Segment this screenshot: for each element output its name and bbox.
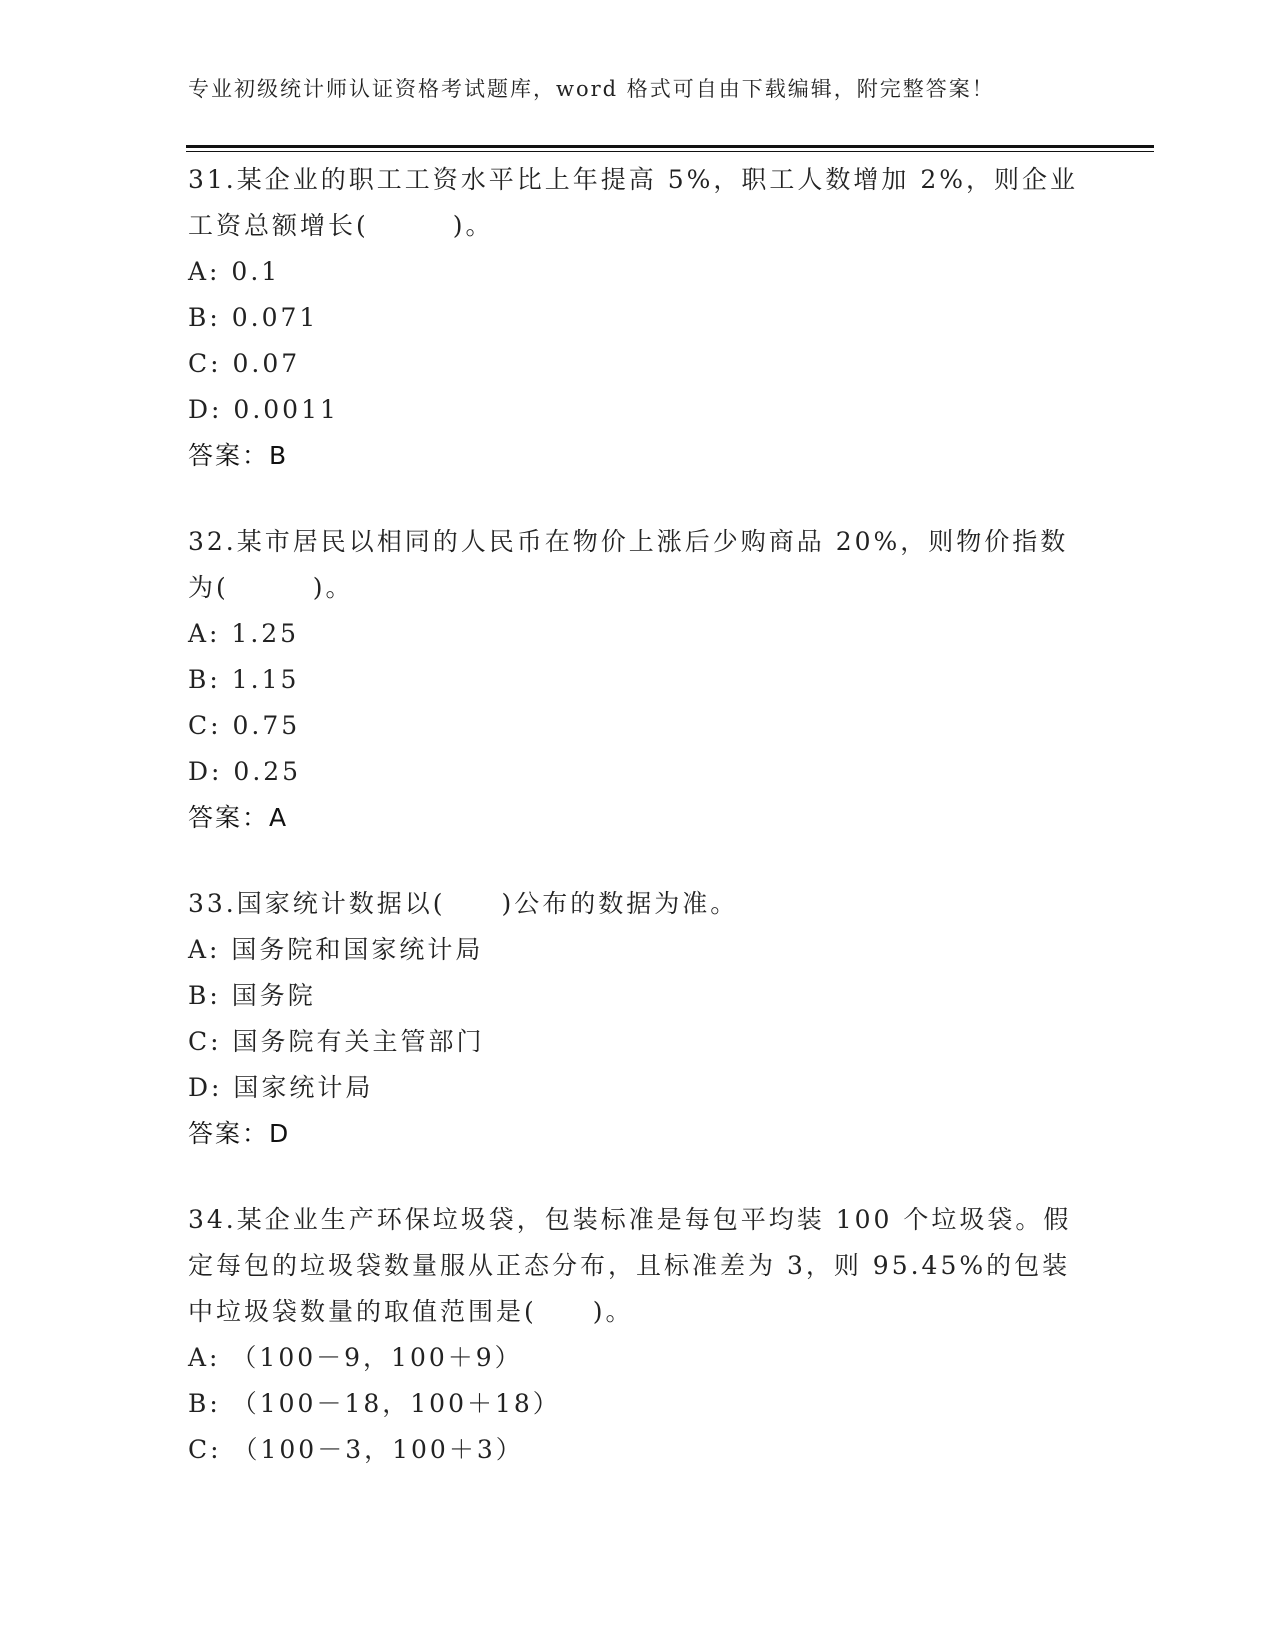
question-stem-line: 32.某市居民以相同的人民币在物价上涨后少购商品 20%，则物价指数 [188,527,1069,556]
question-32 [188,519,1088,841]
option-b: B: （100－18，100＋18） [188,1389,561,1418]
option-c: C: 国务院有关主管部门 [188,1027,485,1056]
option-d: D: 国家统计局 [188,1073,374,1102]
page-header: 专业初级统计师认证资格考试题库，word 格式可自由下载编辑，附完整答案！ [188,77,995,101]
option-a: A: 0.1 [188,257,281,286]
option-a: A: 1.25 [188,619,300,648]
option-c: C: 0.07 [188,349,301,378]
question-34 [188,1197,1088,1473]
option-b: B: 国务院 [188,981,316,1010]
question-stem-line: 为( )。 [188,573,354,602]
question-stem-line: 31.某企业的职工工资水平比上年提高 5%，职工人数增加 2%，则企业 [188,165,1078,194]
question-stem-line: 定每包的垃圾袋数量服从正态分布，且标准差为 3，则 95.45%的包装 [188,1251,1071,1280]
option-c: C: （100－3，100＋3） [188,1435,524,1464]
option-d: D: 0.0011 [188,395,339,424]
answer-label: 答案：A [188,803,289,832]
question-stem-line: 工资总额增长( )。 [188,211,494,240]
question-list [188,157,1088,1513]
option-c: C: 0.75 [188,711,301,740]
option-a: A: 国务院和国家统计局 [188,935,484,964]
option-d: D: 0.25 [188,757,302,786]
answer-label: 答案：B [188,441,289,470]
question-stem-line: 中垃圾袋数量的取值范围是( )。 [188,1297,634,1326]
header-rule-thick [186,145,1154,148]
question-stem-line: 34.某企业生产环保垃圾袋，包装标准是每包平均装 100 个垃圾袋。假 [188,1205,1072,1234]
option-b: B: 1.15 [188,665,300,694]
question-33 [188,881,1088,1157]
option-b: B: 0.071 [188,303,319,332]
question-31 [188,157,1088,479]
header-rule-thin [186,151,1154,152]
question-stem-line: 33.国家统计数据以( )公布的数据为准。 [188,889,739,918]
answer-label: 答案：D [188,1119,291,1148]
option-a: A: （100－9，100＋9） [188,1343,523,1372]
